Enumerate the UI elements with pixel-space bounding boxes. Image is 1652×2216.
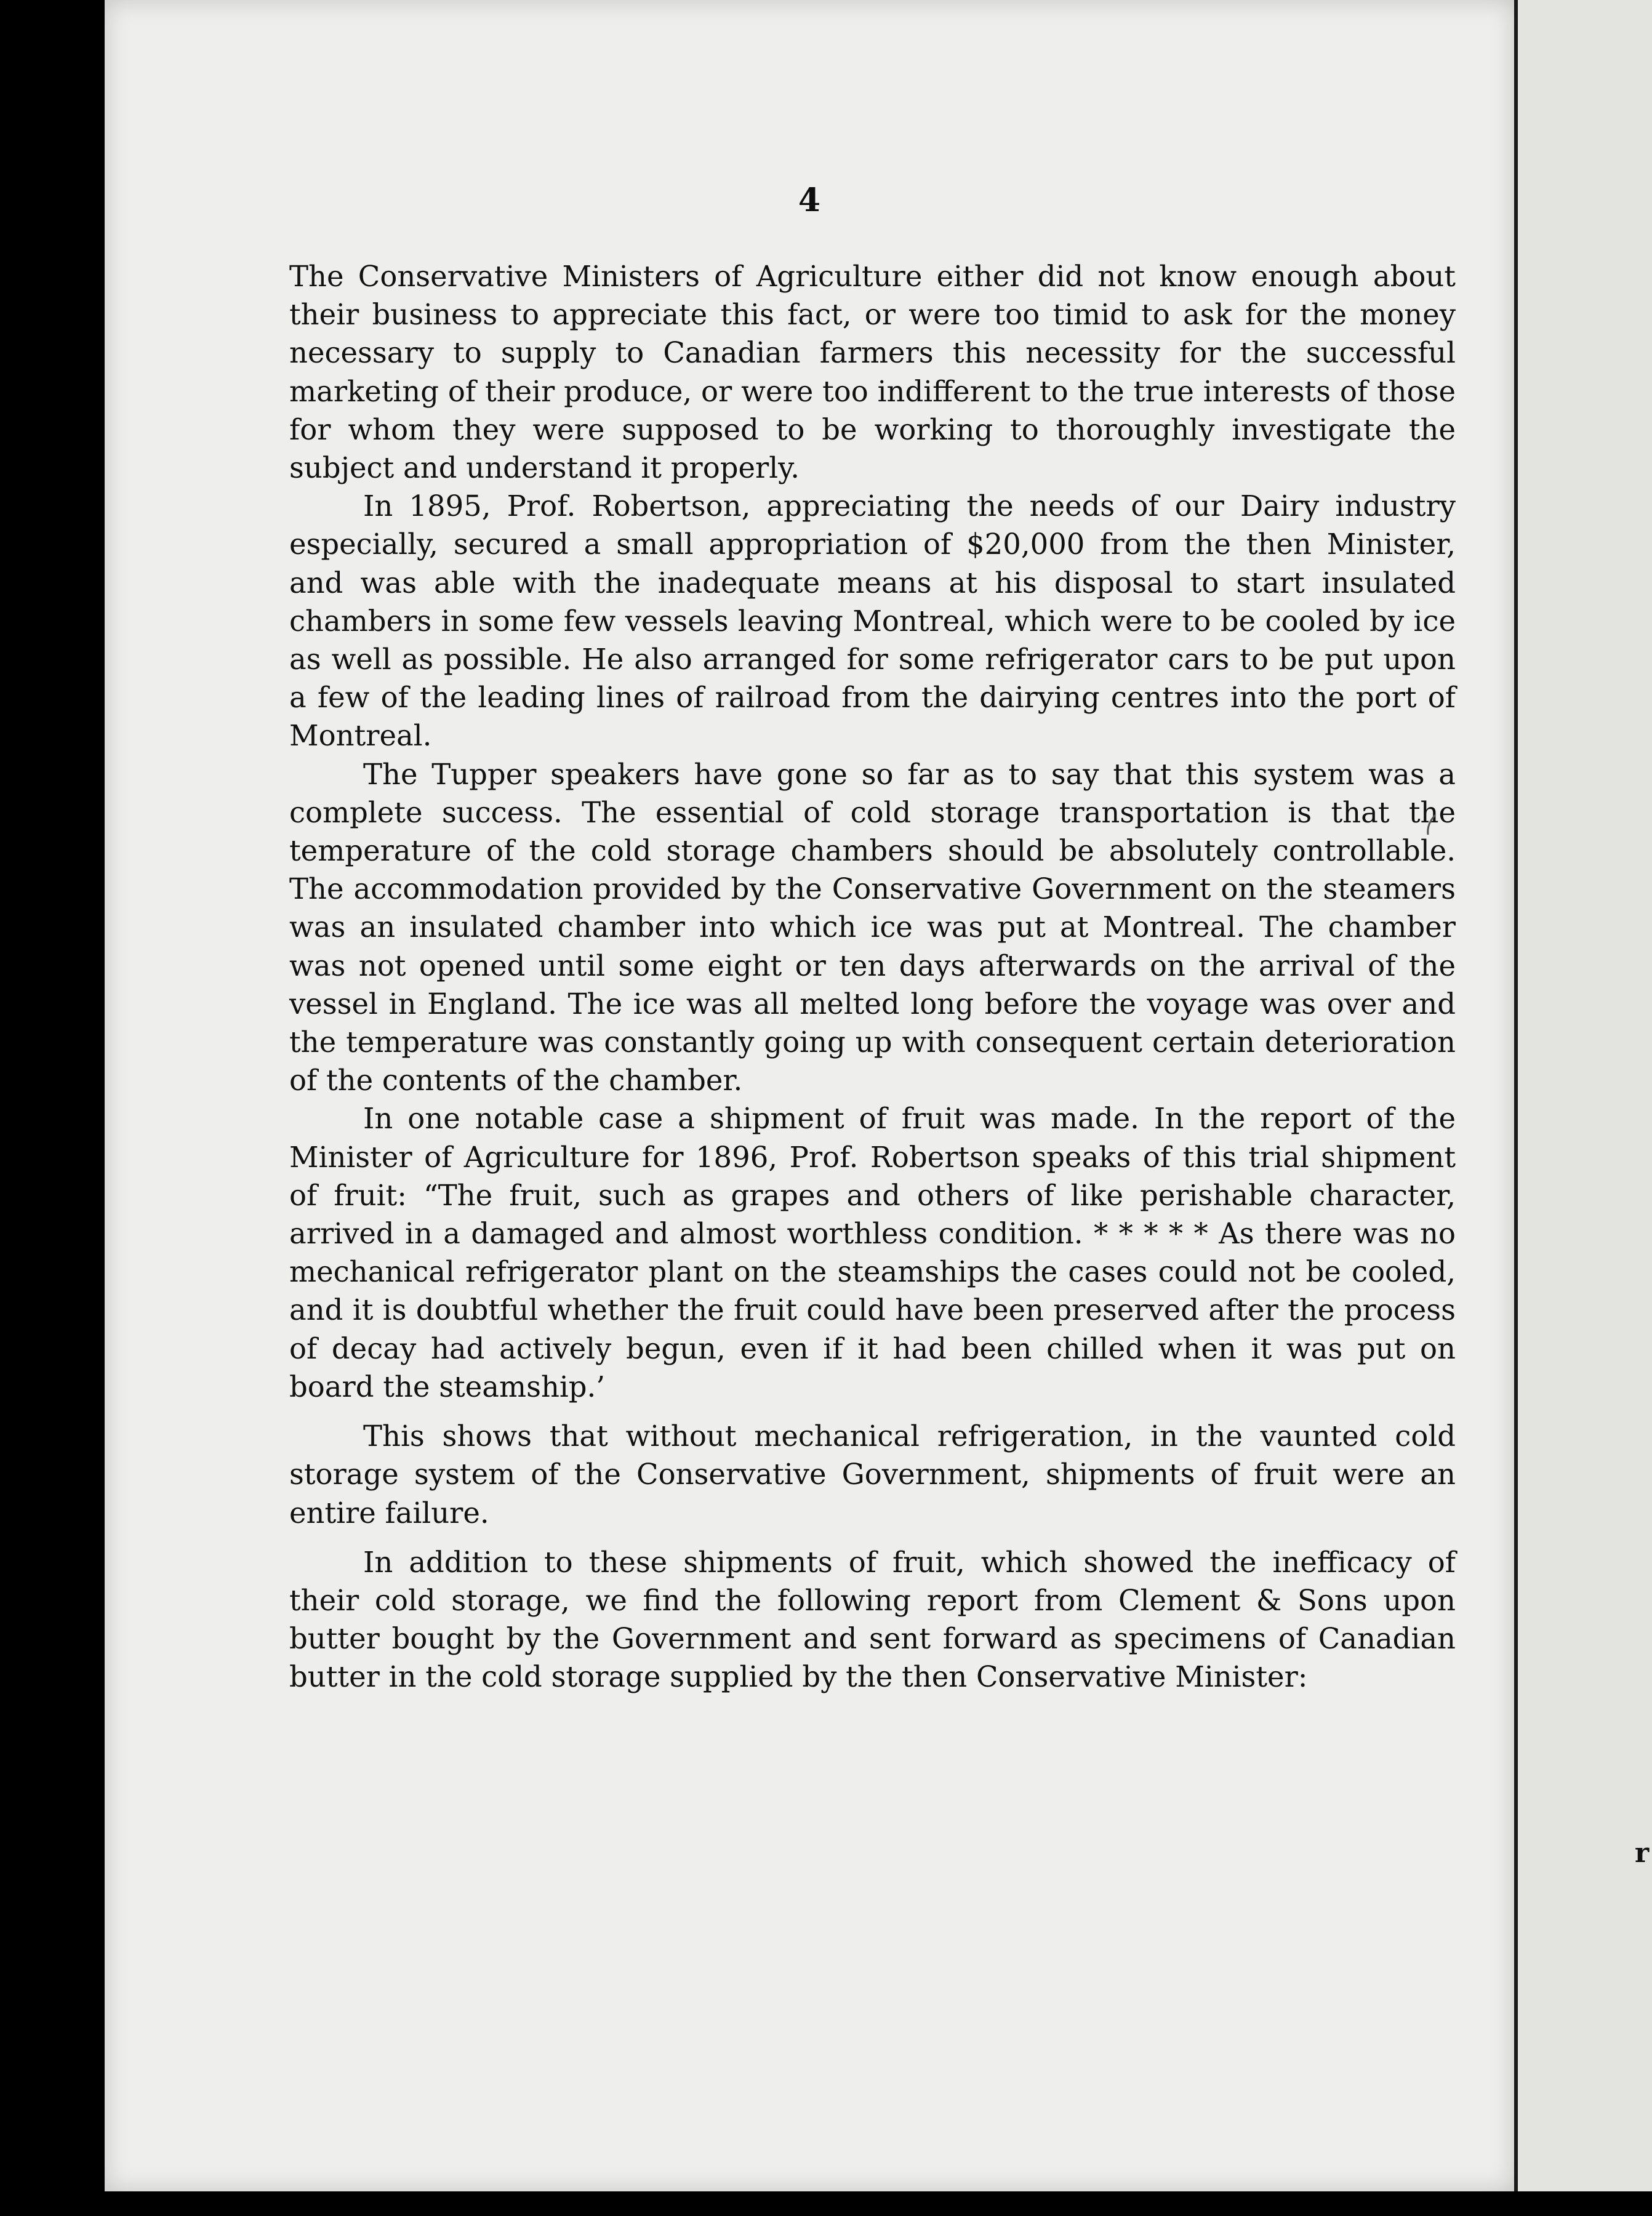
paragraph-5: This shows that without mechanical refrigeration, in the vaunted cold storage system of the Conservative Government, shipments of fruit were an entire failure.	[289, 1419, 1456, 1530]
body-text	[289, 257, 1456, 1696]
paragraph-4: In one notable case a shipment of fruit was made. In the report of the Minister of Agriculture for 1896, Prof. Robertson speaks of this trial shipment of fruit: “The fruit, such as grapes and others of like perishable character, arrived in a damaged and almost worthless condition. * * * * * As there was no mechanical refrigerator plant on the steamships the cases could not be cooled, and it is doubtful whether the fruit could have been preserved after the process of decay had actively begun, even if it had been chilled when it was put on board the steamship.’	[289, 1102, 1456, 1403]
page-number: 4	[798, 182, 821, 219]
adjacent-page-letter: r	[1635, 1837, 1650, 1869]
document-page	[105, 0, 1514, 2191]
paragraph-1: The Conservative Ministers of Agriculture either did not know enough about their business to appreciate this fact, or were too timid to ask for the money necessary to supply to Canadian farmers this necessity for the successful marketing of their produce, or were too indifferent to the true interests of those for whom they were supposed to be working to thoroughly investigate the subject and understand it properly.	[289, 260, 1456, 485]
adjacent-page-edge	[1514, 0, 1652, 2191]
paragraph-3: The Tupper speakers have gone so far as to say that this system was a complete success. The essential of cold storage transportation is that the temperature of the cold storage chambers should be absolutely controllable. The accommodation provided by the Conservative Government on the steamers was an insulated chamber into which ice was put at Montreal. The chamber was not opened until some eight or ten days afterwards on the arrival of the vessel in England. The ice was all melted long before the voyage was over and the temperature was constantly going up with consequent certain deterioration of the contents of the chamber.	[289, 757, 1456, 1098]
margin-pencil-mark	[1422, 813, 1440, 837]
paragraph-6: In addition to these shipments of fruit, which showed the inefficacy of their cold storage, we find the following report from Clement & Sons upon butter bought by the Government and sent forward as specimens of Canadian butter in the cold storage supplied by the then Conservative Minister:	[289, 1545, 1456, 1694]
paragraph-2: In 1895, Prof. Robertson, appreciating the needs of our Dairy industry especially, secured a small appropriation of $20,000 from the then Minister, and was able with the inadequate means at his disposal to start insulated chambers in some few vessels leaving Montreal, which were to be cooled by ice as well as possible. He also arranged for some refrigerator cars to be put upon a few of the leading lines of railroad from the dairying centres into the port of Montreal.	[289, 489, 1456, 753]
